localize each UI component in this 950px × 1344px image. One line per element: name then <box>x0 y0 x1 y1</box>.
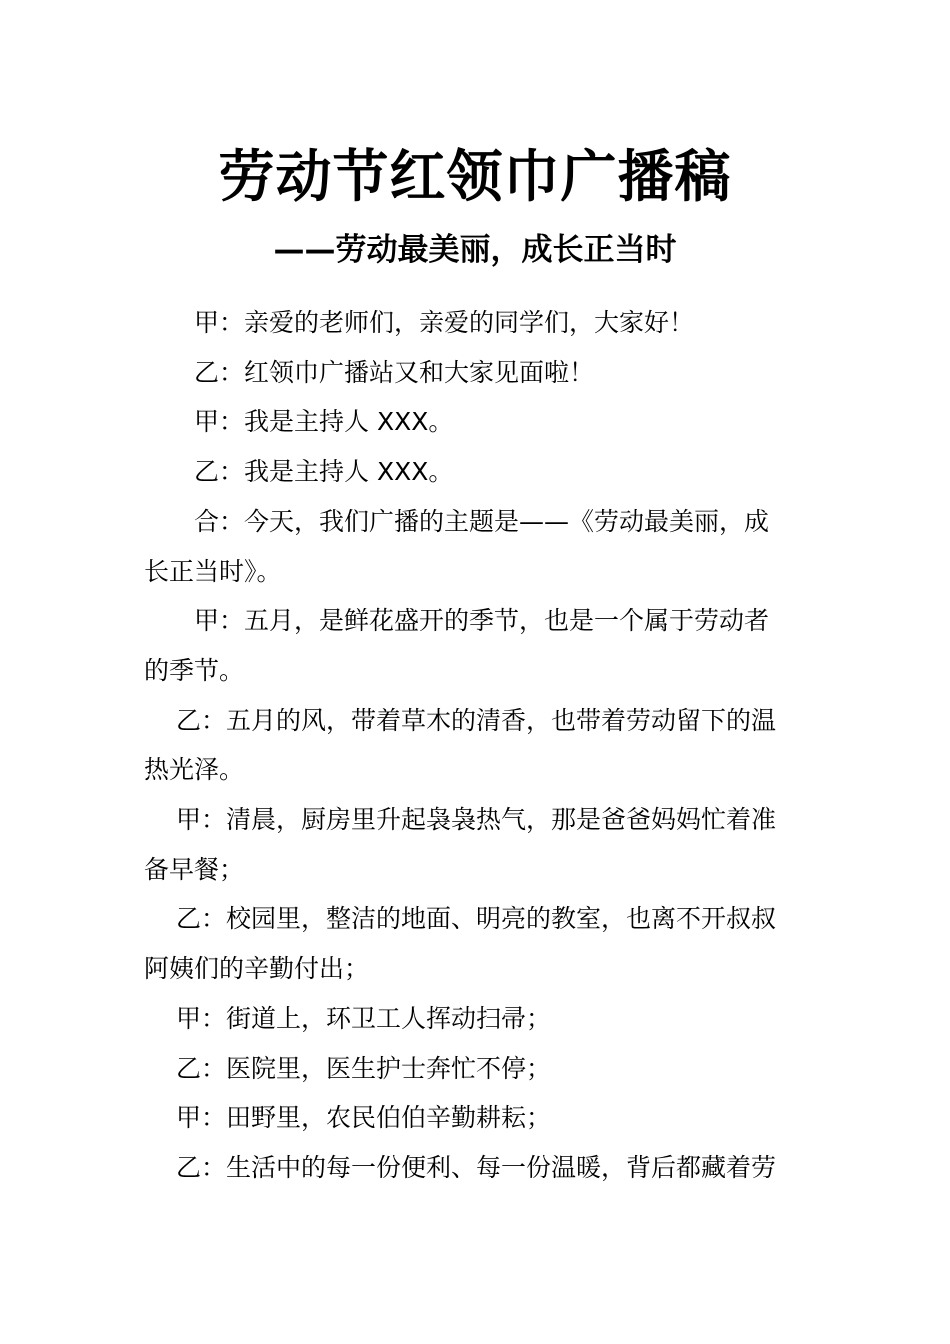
body-line: 长正当时》。 <box>144 556 282 586</box>
body-line: 合：今天，我们广播的主题是——《劳动最美丽，成 <box>194 506 770 536</box>
document-body <box>144 298 804 1193</box>
body-line: 的季节。 <box>144 655 245 685</box>
body-line: 乙：生活中的每一份便利、每一份温暖，背后都藏着劳 <box>176 1152 777 1182</box>
body-line: 甲：我是主持人 XXX。 <box>194 407 454 437</box>
document-title: 劳动节红领巾广播稿 <box>218 145 732 210</box>
body-line: 甲：街道上，环卫工人挥动扫帚； <box>176 1003 552 1033</box>
body-line: 乙：五月的风，带着草木的清香，也带着劳动留下的温 <box>176 705 777 735</box>
body-line: 甲：五月，是鲜花盛开的季节，也是一个属于劳动者 <box>194 606 770 636</box>
body-line: 阿姨们的辛勤付出； <box>144 954 370 984</box>
body-line: 甲：亲爱的老师们，亲爱的同学们，大家好！ <box>194 308 695 337</box>
body-line: 甲：清晨，厨房里升起袅袅热气，那是爸爸妈妈忙着准 <box>176 805 777 835</box>
body-line: 乙：红领巾广播站又和大家见面啦！ <box>194 357 595 387</box>
body-line: 热光泽。 <box>144 755 245 785</box>
body-line: 甲：田野里，农民伯伯辛勤耕耘； <box>176 1103 552 1133</box>
body-line: 备早餐； <box>144 854 245 884</box>
body-line: 乙：我是主持人 XXX。 <box>194 457 454 487</box>
document-subtitle: ——劳动最美丽，成长正当时 <box>273 232 677 268</box>
body-line: 乙：医院里，医生护士奔忙不停； <box>176 1053 552 1083</box>
body-line: 乙：校园里，整洁的地面、明亮的教室，也离不开叔叔 <box>176 904 777 934</box>
